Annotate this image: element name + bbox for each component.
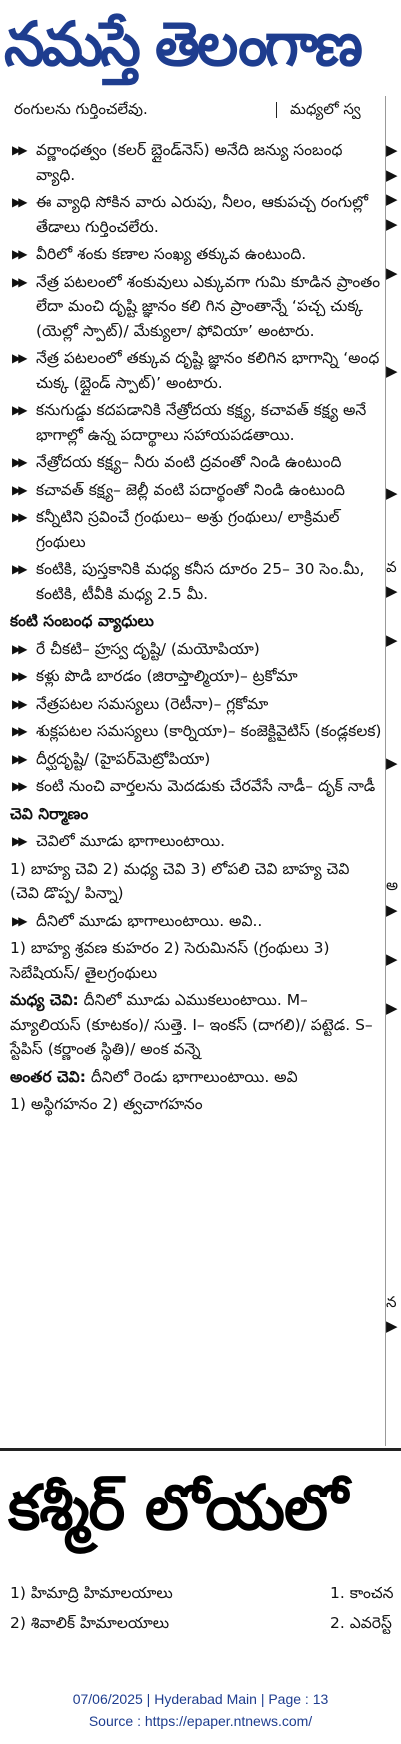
masthead-title: నమస్తే తెలంగాణ	[4, 8, 360, 80]
bullet-text: నేత్ర పటలంలో శంకువులు ఎక్కువగా గుమి కూడిన ప్రాంతం లేదా మంచి దృష్టి జ్ఞానం కలి గిన ప్రాంతాన్నే ‘పచ్చ చుక్క (యెల్లో స్పాట్)/ మేక్యులా/ ఫోవియా’ అంటారు.	[36, 272, 381, 340]
bullet-item	[10, 747, 382, 772]
bullet-item	[10, 190, 382, 239]
definition-term: అంతర చెవి:	[10, 1067, 86, 1086]
section-heading: చెవి నిర్మాణం	[10, 804, 89, 823]
bullet-arrow-icon: ▶▶	[12, 562, 25, 576]
adjacent-column-glyph	[386, 432, 401, 457]
bullet-arrow-icon: ▶▶	[12, 195, 25, 209]
bullet-text: కచావత్ కక్ష్య– జెల్లీ వంటి పదార్థంతో నిండి ఉంటుంది	[36, 480, 345, 499]
list-item-left: 2) శివాలిక్ హిమాలయాలు	[10, 1614, 170, 1632]
bullet-arrow-icon: ▶▶	[12, 779, 25, 793]
adjacent-column-glyph	[386, 800, 401, 825]
adjacent-column-glyph	[386, 1216, 401, 1241]
list-item	[0, 1608, 401, 1638]
bullet-text: దీనిలో మూడు భాగాలుంటాయి. అవి..	[36, 911, 263, 930]
adjacent-column-glyph	[386, 971, 401, 996]
bullet-arrow-icon: ▶▶	[12, 351, 25, 365]
adjacent-column-glyph: ▶	[386, 753, 398, 772]
adjacent-column-glyph	[386, 1167, 401, 1192]
adjacent-column-glyph: ▶	[386, 998, 398, 1017]
bullet-item	[10, 138, 382, 187]
bullet-arrow-icon: ▶▶	[12, 669, 25, 683]
adjacent-column-glyph	[386, 1045, 401, 1070]
adjacent-column-glyph	[386, 849, 401, 874]
indented-line: 1) అస్థిగహనం 2) త్వచాగహనం	[10, 1095, 203, 1113]
list-item-right: 2. ఎవరెస్ట్	[330, 1614, 392, 1632]
bullet-text: కంటికి, పుస్తకానికి మధ్య కనీస దూరం 25– 30 సెం.మీ, కంటికి, టీవీకి మధ్య 2.5 మీ.	[36, 560, 365, 603]
adjacent-column-glyph	[386, 1192, 401, 1217]
adjacent-column-glyph: అ	[386, 876, 399, 894]
adjacent-column-glyph	[386, 285, 401, 310]
bullet-arrow-icon: ▶▶	[12, 455, 25, 469]
snippet-separator	[276, 102, 277, 118]
bullet-item	[10, 450, 382, 475]
adjacent-column-glyph	[386, 775, 401, 800]
bullet-arrow-icon: ▶▶	[12, 510, 25, 524]
article-column	[10, 138, 382, 1120]
bullet-item	[10, 557, 382, 606]
definition-paragraph	[10, 988, 382, 1062]
adjacent-column-glyph: ▶	[386, 263, 398, 282]
next-article-list	[0, 1578, 401, 1638]
adjacent-column-glyph	[386, 1265, 401, 1290]
adjacent-column-glyph: ▶	[386, 1317, 398, 1335]
adjacent-column-glyph	[386, 922, 401, 947]
bullet-text: వీరిలో శంకు కణాల సంఖ్య తక్కువ ఉంటుంది.	[36, 245, 307, 263]
bullet-text: నేత్రపటల సమస్యలు (రెటీనా)– గ్లకోమా	[36, 694, 269, 713]
list-item	[0, 1578, 401, 1608]
bullet-arrow-icon: ▶▶	[12, 274, 25, 289]
adjacent-column-glyph	[386, 726, 401, 751]
bullet-item	[10, 346, 382, 395]
bullet-arrow-icon: ▶▶	[12, 143, 25, 157]
adjacent-column-glyph: ▶	[386, 141, 398, 159]
adjacent-column-glyph: ▶	[386, 214, 398, 233]
bullet-item	[10, 637, 382, 662]
adjacent-column-glyph	[386, 604, 401, 629]
list-item-left: 1) హిమాద్రి హిమాలయాలు	[10, 1584, 173, 1602]
adjacent-column-glyph	[386, 1069, 401, 1094]
adjacent-column-glyph	[386, 408, 401, 433]
page-footer	[0, 1688, 401, 1732]
adjacent-column-glyph: ▶	[386, 631, 398, 649]
footer-source-link[interactable]: Source : https://epaper.ntnews.com/	[88, 1713, 313, 1729]
adjacent-column-glyph: ▶	[386, 900, 398, 919]
adjacent-column-glyph	[386, 334, 401, 359]
bullet-arrow-icon: ▶▶	[12, 403, 25, 417]
footer-edition-line: 07/06/2025 | Hyderabad Main | Page : 13	[72, 1691, 329, 1707]
bullet-item	[10, 664, 382, 689]
bullet-arrow-icon: ▶▶	[12, 482, 25, 497]
adjacent-column-glyph: ▶	[386, 949, 398, 968]
bullet-text: దీర్ఘదృష్టి/ (హైపర్‌మెట్రోపియా)	[36, 749, 211, 768]
bullet-text: వర్ణాంధత్వం (కలర్ బ్లైండ్‌నెస్) అనేది జన్యు సంబంధ వ్యాధి.	[36, 141, 343, 184]
bullet-item	[10, 909, 382, 934]
adjacent-column-glyph	[386, 457, 401, 482]
bullet-arrow-icon: ▶▶	[12, 641, 25, 656]
section-divider	[0, 1448, 401, 1451]
adjacent-column-glyph	[386, 236, 401, 261]
adjacent-column-glyph	[386, 1094, 401, 1119]
section-heading: కంటి సంబంధ వ్యాధులు	[10, 612, 154, 630]
adjacent-column-glyph	[386, 677, 401, 702]
adjacent-column-glyph: వ	[386, 557, 397, 576]
list-item-right: 1. కాంచన	[330, 1584, 394, 1602]
bullet-text: కన్నీటిని స్రవించే గ్రంథులు– అశ్రు గ్రంథులు/ లాక్రిమల్ గ్రంథులు	[36, 508, 340, 551]
adjacent-column-glyph: ▶	[386, 484, 398, 502]
definition-term: మధ్య చెవి:	[10, 991, 79, 1009]
adjacent-column-glyph	[386, 530, 401, 555]
indented-line: 1) బాహ్య శ్రవణ కుహరం 2) సెరుమినస్ (గ్రంథులు 3) సెబేషియస్/ తైలగ్రంథులు	[10, 939, 330, 982]
definition-paragraph	[10, 1065, 382, 1090]
snippet-left: రంగులను గుర్తించలేవు.	[14, 100, 148, 118]
bullet-arrow-icon: ▶▶	[12, 247, 25, 261]
bullet-text: నేత్ర పటలంలో తక్కువ దృష్టి జ్ఞానం కలిగిన భాగాన్ని ‘అంధ చుక్క (బ్లైండ్ స్పాట్)’ అంటారు.	[36, 349, 380, 392]
definition-text: దీనిలో రెండు భాగాలుంటాయి. అవి	[85, 1067, 298, 1086]
adjacent-column-glyph	[386, 1118, 401, 1143]
adjacent-column-edge	[386, 138, 401, 1339]
bullet-item	[10, 774, 382, 799]
definition-text: దీనిలో మూడు ఎముకలుంటాయి. M– మ్యాలియస్ (కూటకం)/ సుత్తె. I– ఇంకస్ (దాగలి)/ పట్టెడ. S– స్టేపిస్ (కర్ణాంత స్థితి)/ అంక వన్నె	[10, 991, 373, 1058]
adjacent-column-glyph	[386, 383, 401, 408]
snippet-row	[0, 100, 401, 122]
masthead	[0, 0, 401, 96]
bullet-item	[10, 242, 382, 267]
adjacent-column-glyph	[386, 702, 401, 727]
adjacent-column-glyph	[386, 506, 401, 531]
bullet-text: కనుగుడ్డు కదపడానికి నేత్రోదయ కక్ష్య, కచావత్ కక్ష్య అనే భాగాల్లో ఉన్న పదార్థాలు సహాయపడతాయి.	[36, 401, 367, 444]
adjacent-column-glyph: ▶	[386, 361, 398, 380]
next-article-headline: కశ్మీర్ లోయలో	[8, 1471, 347, 1544]
bullet-item	[10, 505, 382, 554]
bullet-text: ఈ వ్యాధి సోకిన వారు ఎరుపు, నీలం, ఆకుపచ్చ రంగుల్లో తేడాలు గుర్తించలేరు.	[36, 193, 369, 236]
bullet-arrow-icon: ▶▶	[12, 834, 25, 848]
adjacent-column-glyph	[386, 653, 401, 678]
bullet-text: రే చీకటి– హ్రస్వ దృష్టి/ (మయోపియా)	[36, 639, 260, 658]
bullet-text: నేత్రోదయ కక్ష్య– నీరు వంటి ద్రవంతో నిండి ఉంటుంది	[36, 453, 342, 471]
bullet-item	[10, 692, 382, 717]
bullet-item	[10, 478, 382, 503]
adjacent-column-glyph: ▶	[386, 190, 398, 208]
bullet-text: కళ్లు పొడి బారడం (జిరాప్తాల్మియా)– ట్రకోమా	[36, 667, 298, 685]
adjacent-column-glyph	[386, 310, 401, 335]
adjacent-column-glyph	[386, 1020, 401, 1045]
bullet-text: కంటి నుంచి వార్తలను మెదడుకు చేరవేసే నాడీ– దృక్ నాడీ	[36, 777, 376, 795]
adjacent-column-glyph: ▶	[386, 582, 398, 600]
bullet-item	[10, 398, 382, 447]
adjacent-column-glyph	[386, 1143, 401, 1168]
adjacent-column-glyph	[386, 824, 401, 849]
adjacent-column-glyph: న	[386, 1292, 397, 1311]
bullet-arrow-icon: ▶▶	[12, 751, 25, 766]
adjacent-column-glyph: ▶	[386, 165, 398, 184]
bullet-item	[10, 270, 382, 344]
bullet-text: చెవిలో మూడు భాగాలుంటాయి.	[36, 832, 226, 850]
bullet-arrow-icon: ▶▶	[12, 724, 25, 738]
bullet-arrow-icon: ▶▶	[12, 913, 25, 928]
adjacent-column-glyph	[386, 1241, 401, 1266]
paragraph-line: 1) బాహ్య చెవి 2) మధ్య చెవి 3) లోపలి చెవి బాహ్య చెవి (చెవి డొప్ప/ పిన్నా)	[10, 859, 350, 902]
snippet-right: మధ్యలో స్వ	[290, 100, 361, 118]
bullet-item	[10, 719, 382, 744]
bullet-text: శుక్లపటల సమస్యలు (కార్నియా)– కంజెక్టివైటిస్ (కండ్లకలక)	[36, 722, 382, 740]
bullet-item	[10, 829, 382, 854]
bullet-arrow-icon: ▶▶	[12, 696, 25, 711]
